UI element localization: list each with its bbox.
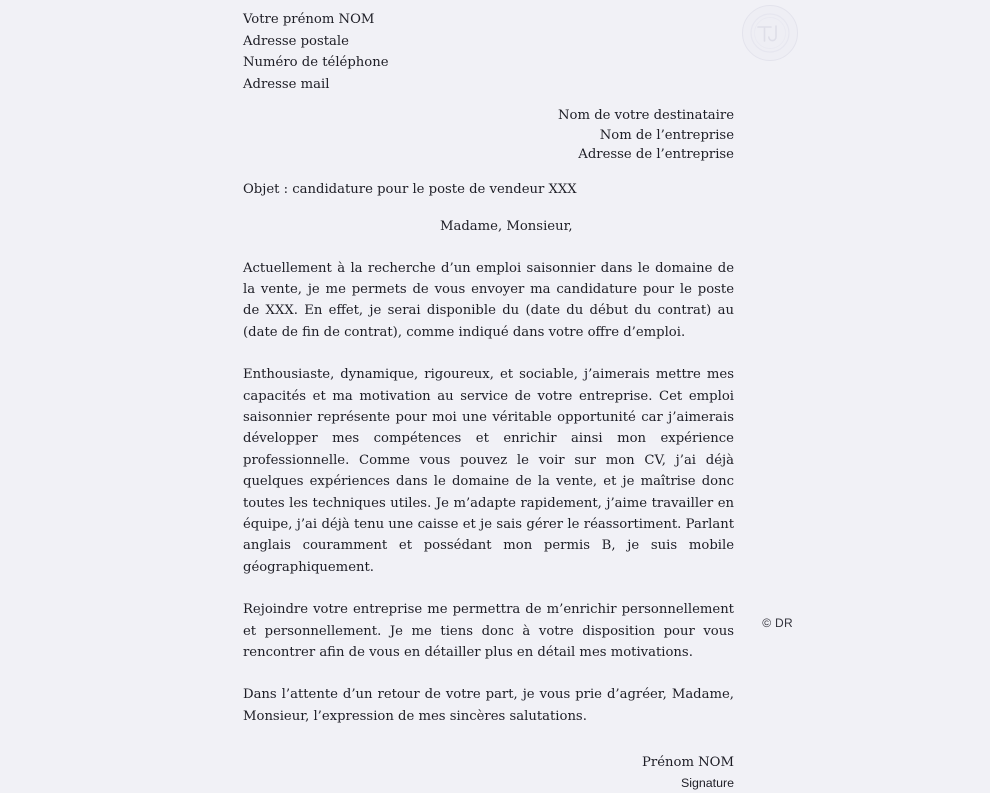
salutation: Madame, Monsieur,: [440, 218, 573, 234]
image-credit: © DR: [762, 616, 793, 630]
sender-line-email: Adresse mail: [243, 76, 330, 92]
body-paragraphs: [243, 258, 734, 728]
sender-line-phone: Numéro de téléphone: [243, 55, 389, 70]
body-paragraph: Dans l’attente d’un retour de votre part, je vous prie d’agréer, Madame, Monsieur, l’expression de mes sincères salutations.: [243, 687, 734, 724]
body-paragraph: Rejoindre votre entreprise me permettra de m’enrichir personnellement et personnellement. Je me tiens donc à votre disposition pour vous rencontrer afin de vous en détailler plus en détail mes motivations.: [243, 602, 734, 660]
letter-body: [243, 0, 734, 793]
recipient-line-company: Nom de l’entreprise: [599, 127, 734, 143]
signature-label: Signature: [680, 776, 734, 791]
recipient-line-address: Adresse de l’entreprise: [578, 147, 734, 162]
recipient-line-name: Nom de votre destinataire: [558, 108, 734, 123]
closing-block: [243, 753, 734, 793]
subject-line: Objet : candidature pour le poste de vendeur XXX: [243, 181, 577, 197]
body-paragraph: Enthousiaste, dynamique, rigoureux, et sociable, j’aimerais mettre mes capacités et ma motivation au service de votre entreprise. Cet emploi saisonnier représente pour moi une véritable opportunité car j’aimerais développer mes compétences et enrichir ainsi mon expérience professionnelle. Comme vous pouvez le voir sur mon CV, j’ai déjà quelques expériences dans le domaine de la vente, et je maîtrise donc toutes les techniques utiles. Je m’adapte rapidement, j’aime travailler en équipe, j’ai déjà tenu une caisse et je sais gérer le réassortiment. Parlant anglais couramment et possédant mon permis B, je suis mobile géographiquement.: [243, 367, 734, 575]
logo-watermark-icon: [742, 5, 798, 61]
sender-line-address: Adresse postale: [243, 33, 349, 49]
recipient-address-block: [243, 106, 734, 165]
signature-name: Prénom NOM: [642, 755, 734, 771]
body-paragraph: Actuellement à la recherche d’un emploi saisonnier dans le domaine de la vente, je me permets de vous envoyer ma candidature pour le poste de XXX. En effet, je serai disponible du (date du début du contrat) au (date de fin de contrat), comme indiqué dans votre offre d’emploi.: [243, 260, 734, 340]
sender-line-name: Votre prénom NOM: [243, 12, 375, 27]
sender-address-block: [243, 9, 734, 95]
